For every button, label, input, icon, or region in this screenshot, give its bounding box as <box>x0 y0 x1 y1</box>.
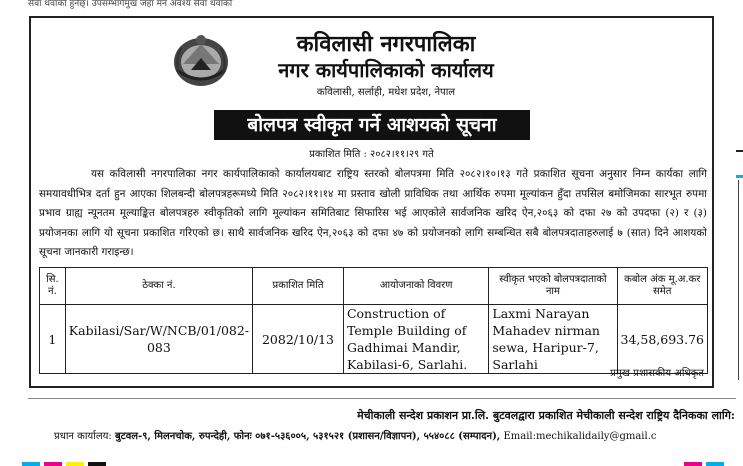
notice-box <box>29 16 714 388</box>
col-header-bidder: स्वीकृत भएको बोलपत्रदाताको नाम <box>489 268 617 305</box>
cyan-swatch <box>22 462 40 466</box>
signoff-title: प्रमुख प्रशासकीय अधिकृत <box>610 368 704 379</box>
notice-title-banner: बोलपत्र स्वीकृत गर्ने आशयको सूचना <box>214 110 530 140</box>
col-header-amount: कबोल अंक मू.अ.कर समेत <box>617 268 708 305</box>
org-name: कविलासी नगरपालिका <box>296 31 476 57</box>
col-header-published-date: प्रकाशित मिति <box>253 268 344 305</box>
color-registration-swatches <box>22 462 106 466</box>
publisher-address-line <box>54 429 743 444</box>
head-office-label: प्रधान कार्यालय: <box>54 431 112 442</box>
cell-description: Construction of Temple Building of Gadhimai Mandir, Kabilasi-6, Sarlahi. <box>343 305 488 374</box>
office-name: नगर कार्यपालिकाको कार्यालय <box>278 58 494 82</box>
table-row <box>40 305 708 374</box>
table-header-row <box>40 268 708 305</box>
magenta-swatch-right <box>684 462 702 466</box>
notice-header <box>31 18 712 110</box>
edge-column-rule <box>738 180 739 380</box>
footer-separator <box>28 398 736 399</box>
col-header-contract-no: ठेक्का नं. <box>65 268 252 305</box>
nepal-emblem-icon <box>171 30 231 88</box>
edge-divider <box>736 150 743 152</box>
org-address: कविलासी, सर्लाही, मधेश प्रदेश, नेपाल <box>316 87 456 98</box>
edge-accent-bar <box>736 175 743 178</box>
contract-table <box>39 267 708 374</box>
publisher-line: मेचीकाली सन्देश प्रकाशन प्रा.लि. बुटवलद्वारा प्रकाशित मेचीकाली सन्देश राष्ट्रिय दैनिकका लागि: <box>357 409 735 422</box>
black-swatch <box>88 462 106 466</box>
top-strip-text: सेवा थवाको हुनेछ्। उपसम्भार्गमुख जहाँ मन अवश्य सेवा थवाको <box>28 0 233 9</box>
cell-amount: 34,58,693.76 <box>617 305 708 374</box>
cell-contract-no: Kabilasi/Sar/W/NCB/01/082-083 <box>65 305 252 374</box>
notice-body: यस कविलासी नगरपालिका नगर कार्यपालिकाको कार्यालयबाट राष्ट्रिय स्तरको बोलपत्रमा मिति २०८२।१०।१३ गते प्रकाशित सूचना अनुसार निम्न कार्यका लागि समयावधीभित्र दर्ता हुन आएका शिलबन्दी बोलपत्रहरूमध्ये मिति २०८२।११।१४ मा प्रस्ताव खोली प्राविधिक तथा आर्थिक रुपमा मूल्यांकन हुँदा तपसिल बमोजिमका सारभूत रुपमा प्रभाव ग्राह्य न्यूनतम मूल्याङ्कित बोलपत्रहरु स्वीकृतिको लागि मूल्यांकन समितिबाट सिफारिस भई आएकोले सार्वजनिक खरिद ऐन,२०६३ को दफा २७ को उपदफा (२) र (३) प्रयोजनका लागि यो सूचना प्रकाशित गरिएको छ। साथै सार्वजनिक खरिद ऐन,२०६३ को दफा ४७ को प्रयोजनको लागि सम्बन्धित सबै बोलपत्रदाताहरुलाई ७ (सात) दिने आशयको सूचना जानकारी गराइन्छ। <box>39 168 707 259</box>
cell-published-date: 2082/10/13 <box>253 305 344 374</box>
cyan-swatch-right <box>706 462 724 466</box>
yellow-swatch <box>66 462 84 466</box>
cell-bidder: Laxmi Narayan Mahadev nirman sewa, Haripur-7, Sarlahi <box>489 305 617 374</box>
magenta-swatch <box>44 462 62 466</box>
head-office-details: बुटवल-९, मिलनचोक, रुपन्देही, फोनः ०७१-५३६००५, ५३१५२१ (प्रशासन/विज्ञापन), ५५४०८८ (सम्पादन), <box>114 431 501 442</box>
col-header-description: आयोजनाको विवरण <box>343 268 488 305</box>
publisher-email: Email:mechikalidaily@gmail.c <box>503 431 657 442</box>
col-header-sn: सि. नं. <box>40 268 66 305</box>
published-date: प्रकाशित मिति : २०८२।११।२९ गते <box>309 149 434 160</box>
color-registration-swatches-right <box>684 462 724 466</box>
cell-sn: 1 <box>40 305 66 374</box>
